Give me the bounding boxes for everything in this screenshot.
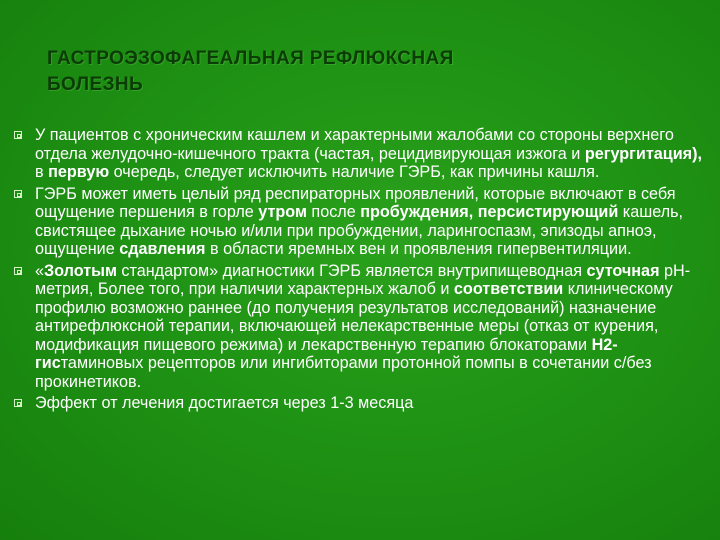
square-bullet-icon <box>14 190 22 198</box>
bullet-text-bold-run: регургитация), <box>584 144 703 163</box>
bullet-text-bold-run: Золотым <box>44 261 117 280</box>
bullet-text-run: Эффект от лечения достигается через 1-3 месяца <box>35 394 414 412</box>
bullet-item <box>14 185 704 259</box>
bullet-text-run: ГЭРБ может иметь целый ряд респираторных проявлений, которые включают в себя ощущение першения в горле <box>35 184 676 221</box>
bullet-text-run: таминовых рецепторов или ингибиторами протонной помпы в сочетании с/без прокинетиков. <box>35 354 652 391</box>
bullet-list <box>14 126 704 416</box>
bullet-text-run: в <box>35 163 49 181</box>
bullet-text-bold-run: сдавления <box>119 240 206 258</box>
bullet-text-bold-run: Н2-гис <box>35 335 618 372</box>
square-bullet-icon <box>14 131 22 139</box>
bullet-text-run: рН-метрия, Более того, при наличии характерных жалоб и <box>35 261 691 298</box>
square-bullet-icon <box>14 267 22 275</box>
bullet-text <box>35 126 702 181</box>
bullet-item <box>14 126 704 182</box>
bullet-text-run: после <box>306 203 361 221</box>
bullet-text <box>35 394 413 412</box>
bullet-text-run: клиническому профилю возможно раннее (до получения результатов исследований) назначение антирефлюксной терапии, включающей нелекарственные меры (отказ от курения, модификация пищевого режима) и лекарственную терапию блокаторами <box>35 280 673 354</box>
slide-title-line-2: БОЛЕЗНЬ <box>47 74 144 95</box>
slide-title <box>47 46 667 98</box>
bullet-text-run: стандартом» диагностики ГЭРБ является внутрипищеводная <box>116 261 587 280</box>
bullet-item <box>14 262 704 392</box>
slide-title-line-1: ГАСТРОЭЗОФАГЕАЛЬНАЯ РЕФЛЮКСНАЯ <box>47 48 454 69</box>
square-bullet-icon <box>14 399 22 407</box>
bullet-text-run: У пациентов с хроническим кашлем и характерными жалобами со стороны верхнего отдела желудочно-кишечного тракта (частая, рецидивирующая изжога и <box>35 126 674 163</box>
bullet-text-bold-run: соответствии <box>453 280 564 298</box>
bullet-text-bold-run: суточная <box>586 261 660 280</box>
bullet-item <box>14 394 704 413</box>
bullet-text-run: кашель, свистящее дыхание ночью и/или при пробуждении, ларингоспазм, эпизоды апноэ, ощущение <box>35 203 684 258</box>
bullet-text <box>35 262 690 391</box>
bullet-text-run: « <box>35 261 45 280</box>
bullet-text-bold-run: утром <box>258 203 307 221</box>
bullet-text-bold-run: пробуждения, персистирующий <box>360 203 619 221</box>
bullet-text-run: в области яремных вен и проявления гипервентиляции. <box>205 240 632 258</box>
bullet-text-run: очередь, следует исключить наличие ГЭРБ, как причины кашля. <box>109 163 600 181</box>
bullet-text <box>35 185 683 259</box>
bullet-text-bold-run: первую <box>48 163 110 181</box>
